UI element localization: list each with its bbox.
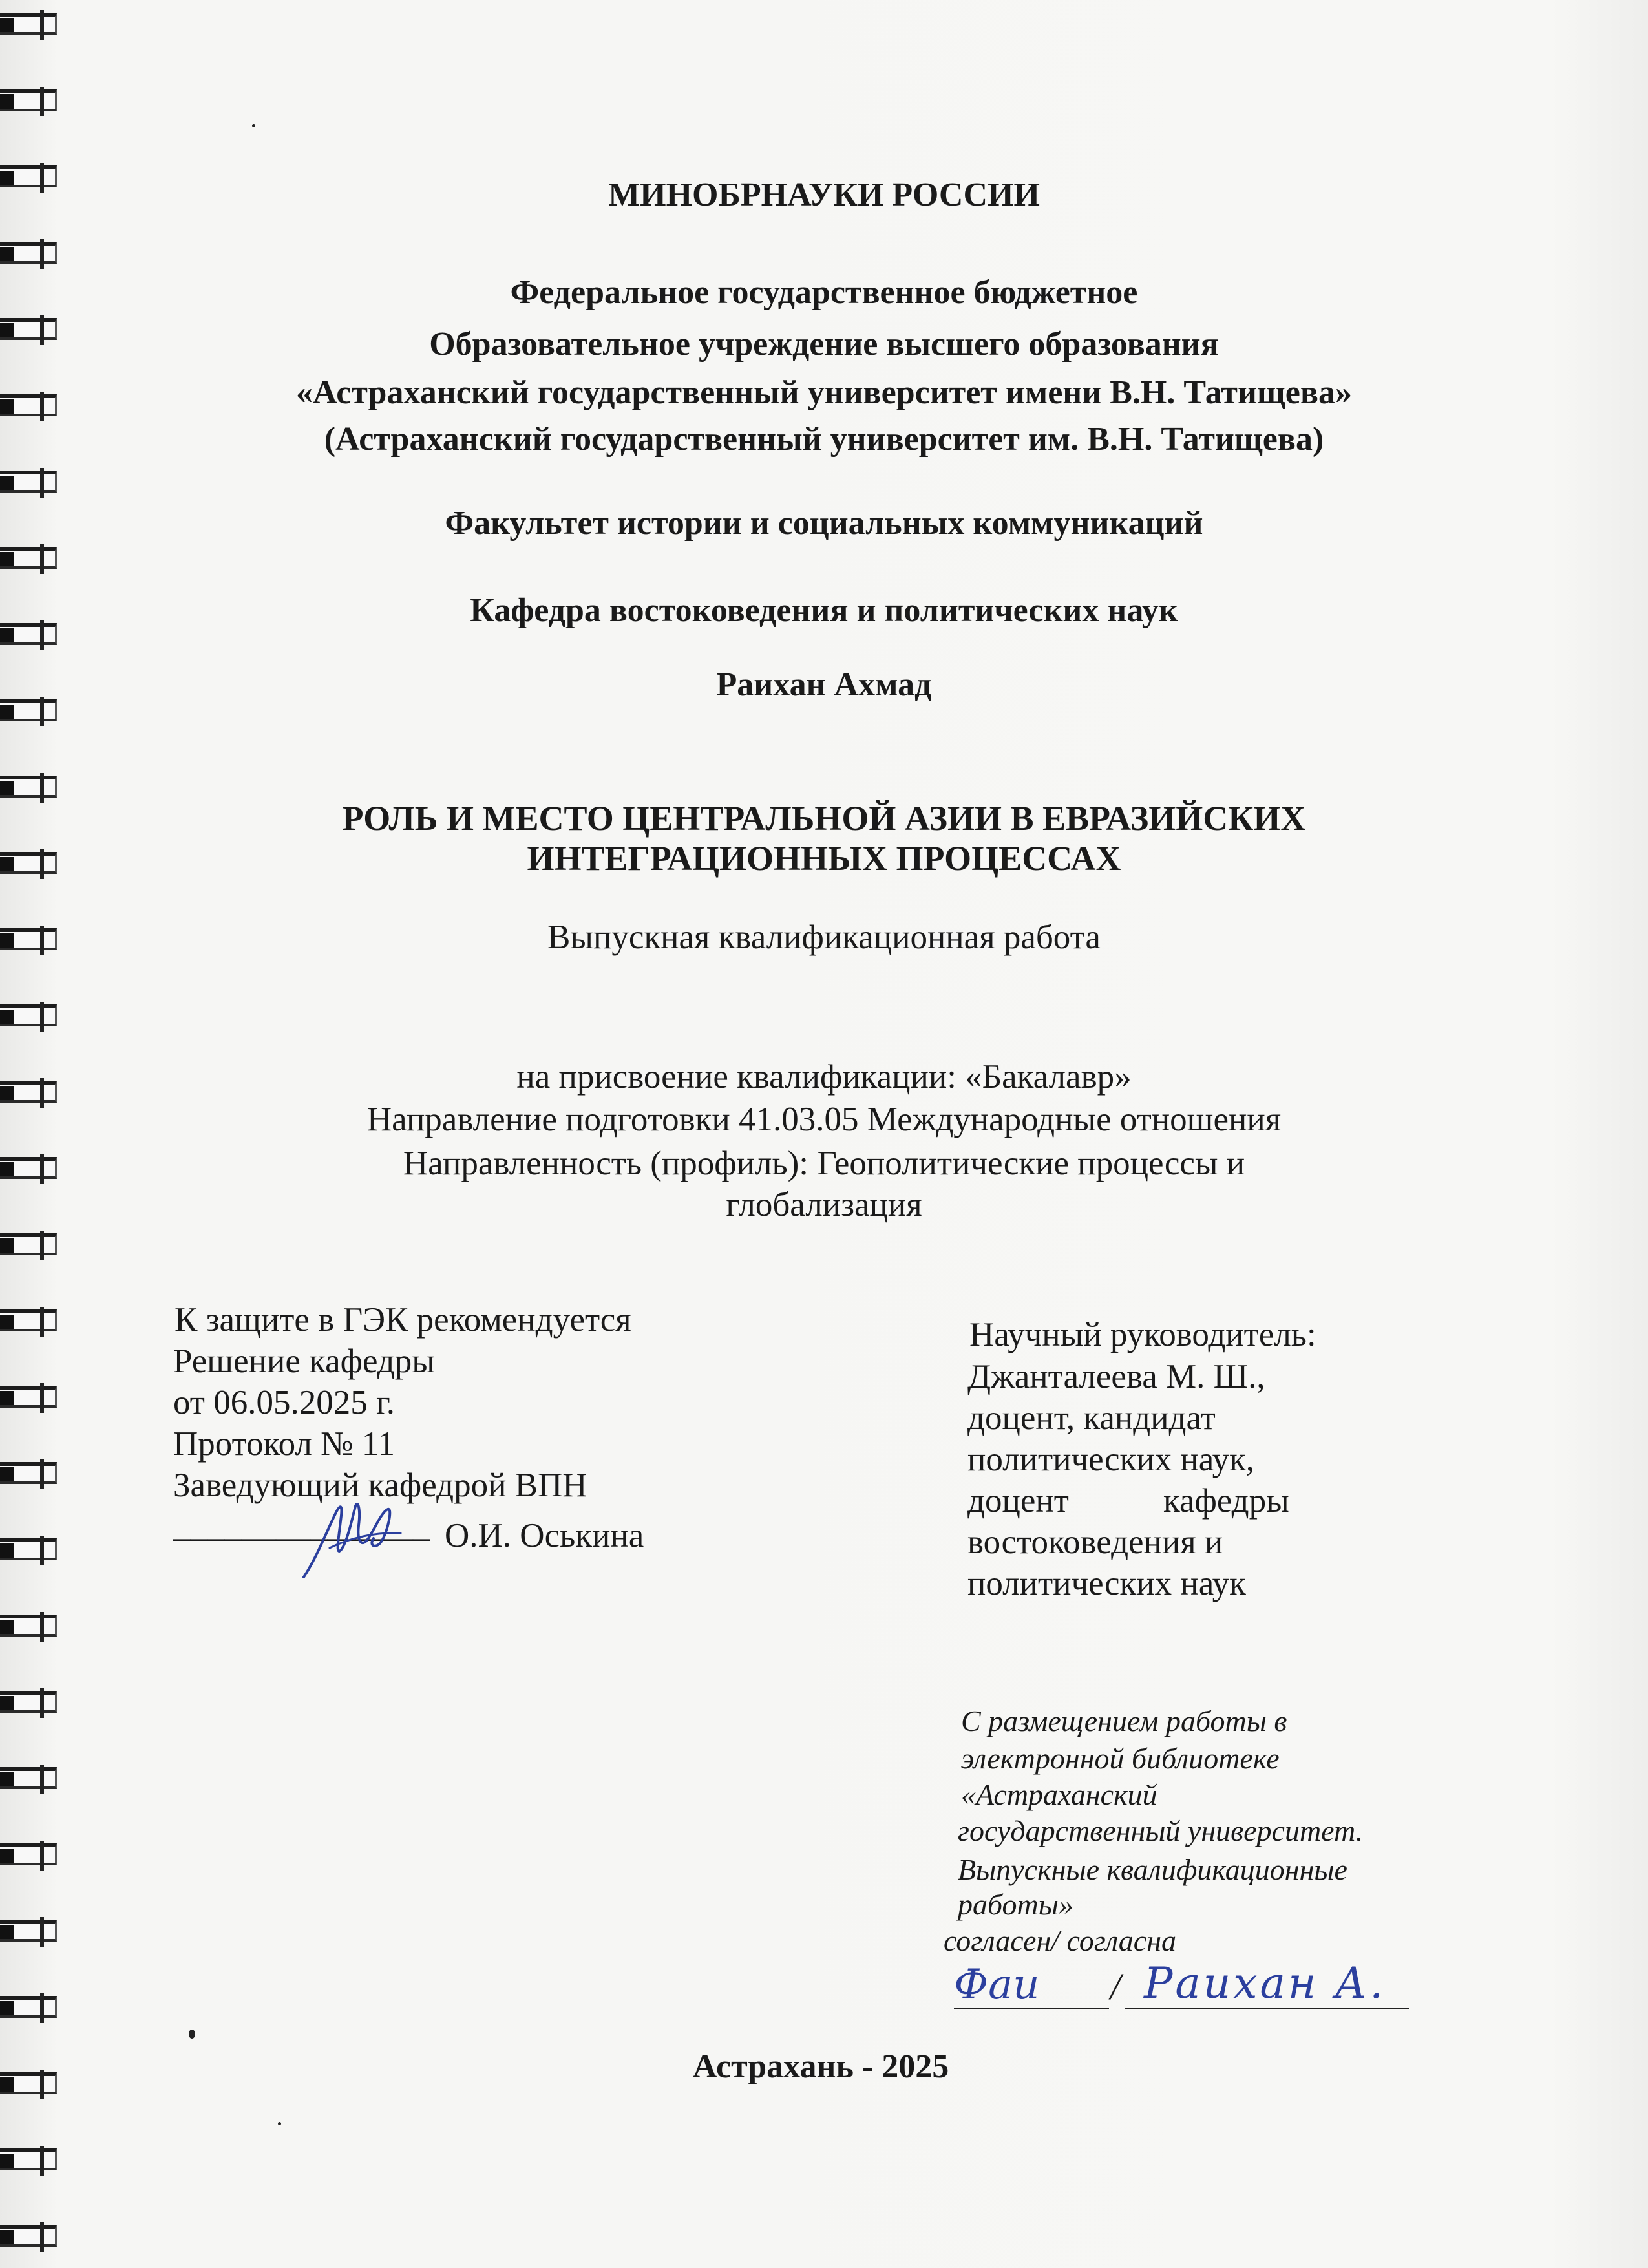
qualification-line-3: Направленность (профиль): Геополитические процессы и <box>403 1145 1245 1182</box>
supervisor-title-b: кафедры <box>1163 1482 1289 1520</box>
consent-line-6: работы» <box>958 1888 1073 1921</box>
binding-ring <box>0 1309 57 1331</box>
consent-line-3: «Астраханский <box>961 1778 1157 1811</box>
binding-ring <box>0 1843 57 1865</box>
signature-underline: _______________ <box>173 1507 430 1544</box>
work-type: Выпускная квалификационная работа <box>547 918 1101 956</box>
supervisor-label: Научный руководитель: <box>969 1316 1316 1353</box>
city-year: Астрахань - 2025 <box>692 2048 949 2085</box>
binding-ring <box>0 13 57 35</box>
institution-line-4: (Астраханский государственный университет им. В.Н. Татищева) <box>324 421 1324 458</box>
consent-underline-right <box>1125 2008 1409 2009</box>
consent-separator: / <box>1110 1966 1121 2008</box>
institution-line-3: «Астраханский государственный университет имени В.Н. Татищева» <box>296 374 1352 411</box>
supervisor-name: Джанталеева М. Ш., <box>967 1358 1265 1395</box>
binding-ring <box>0 1767 57 1789</box>
consent-underline-left <box>954 2008 1109 2009</box>
protocol-number: Протокол № 11 <box>173 1425 395 1463</box>
consent-line-2: электронной библиотеке <box>961 1742 1280 1775</box>
binding-ring <box>0 471 57 493</box>
head-signature <box>291 1487 407 1584</box>
binding-ring <box>0 1615 57 1637</box>
binding-ring <box>0 2148 57 2170</box>
qualification-line-2: Направление подготовки 41.03.05 Международные отношения <box>366 1101 1282 1138</box>
supervisor-degree: политических наук, <box>967 1441 1255 1478</box>
supervisor-title-a: доцент <box>967 1482 1069 1520</box>
supervisor-position: доцент, кандидат <box>967 1399 1216 1437</box>
scan-speck <box>252 124 255 127</box>
qualification-line-1: на присвоение квалификации: «Бакалавр» <box>516 1058 1132 1096</box>
binding-ring <box>0 1920 57 1942</box>
author-name: Раихан Ахмад <box>716 666 932 703</box>
binding-ring <box>0 1233 57 1255</box>
binding-ring <box>0 1538 57 1560</box>
faculty-name: Факультет истории и социальных коммуникаций <box>445 505 1203 542</box>
binding-ring <box>0 89 57 111</box>
binding-ring <box>0 1462 57 1484</box>
binding-ring <box>0 242 57 264</box>
consent-signature-left: Фаи <box>954 1961 1040 2009</box>
thesis-title-line-1: РОЛЬ И МЕСТО ЦЕНТРАЛЬНОЙ АЗИИ В ЕВРАЗИЙСКИХ <box>342 799 1306 838</box>
consent-line-7: согласен/ согласна <box>944 1924 1177 1957</box>
thesis-title-line-2: ИНТЕГРАЦИОННЫХ ПРОЦЕССАХ <box>527 839 1121 878</box>
binding-ring <box>0 2225 57 2247</box>
head-of-department-label: Заведующий кафедрой ВПН <box>173 1467 587 1504</box>
consent-line-5: Выпускные квалификационные <box>958 1853 1347 1886</box>
institution-line-2: Образовательное учреждение высшего образования <box>429 326 1219 363</box>
head-of-department-name: О.И. Оськина <box>445 1517 644 1554</box>
qualification-line-4: глобализация <box>726 1186 922 1224</box>
scan-speck <box>189 2030 195 2039</box>
consent-line-1: С размещением работы в <box>961 1704 1287 1737</box>
binding-ring <box>0 547 57 569</box>
binding-ring <box>0 776 57 798</box>
supervisor-department-2: политических наук <box>967 1565 1246 1602</box>
binding-ring <box>0 1691 57 1713</box>
scan-speck <box>278 2122 281 2125</box>
recommendation-line: К защите в ГЭК рекомендуется <box>174 1301 631 1339</box>
consent-line-4: государственный университет. <box>958 1814 1364 1847</box>
binding-ring <box>0 1386 57 1408</box>
ministry-title: МИНОБРНАУКИ РОССИИ <box>608 176 1040 213</box>
binding-ring <box>0 1996 57 2018</box>
binding-ring <box>0 1004 57 1026</box>
department-name: Кафедра востоковедения и политических наук <box>470 592 1178 629</box>
institution-line-1: Федеральное государственное бюджетное <box>510 274 1138 311</box>
consent-signature-right: Раихан А. <box>1144 1958 1386 2008</box>
department-decision: Решение кафедры <box>173 1342 435 1380</box>
decision-date: от 06.05.2025 г. <box>173 1384 395 1421</box>
supervisor-department-1: востоковедения и <box>967 1523 1223 1561</box>
